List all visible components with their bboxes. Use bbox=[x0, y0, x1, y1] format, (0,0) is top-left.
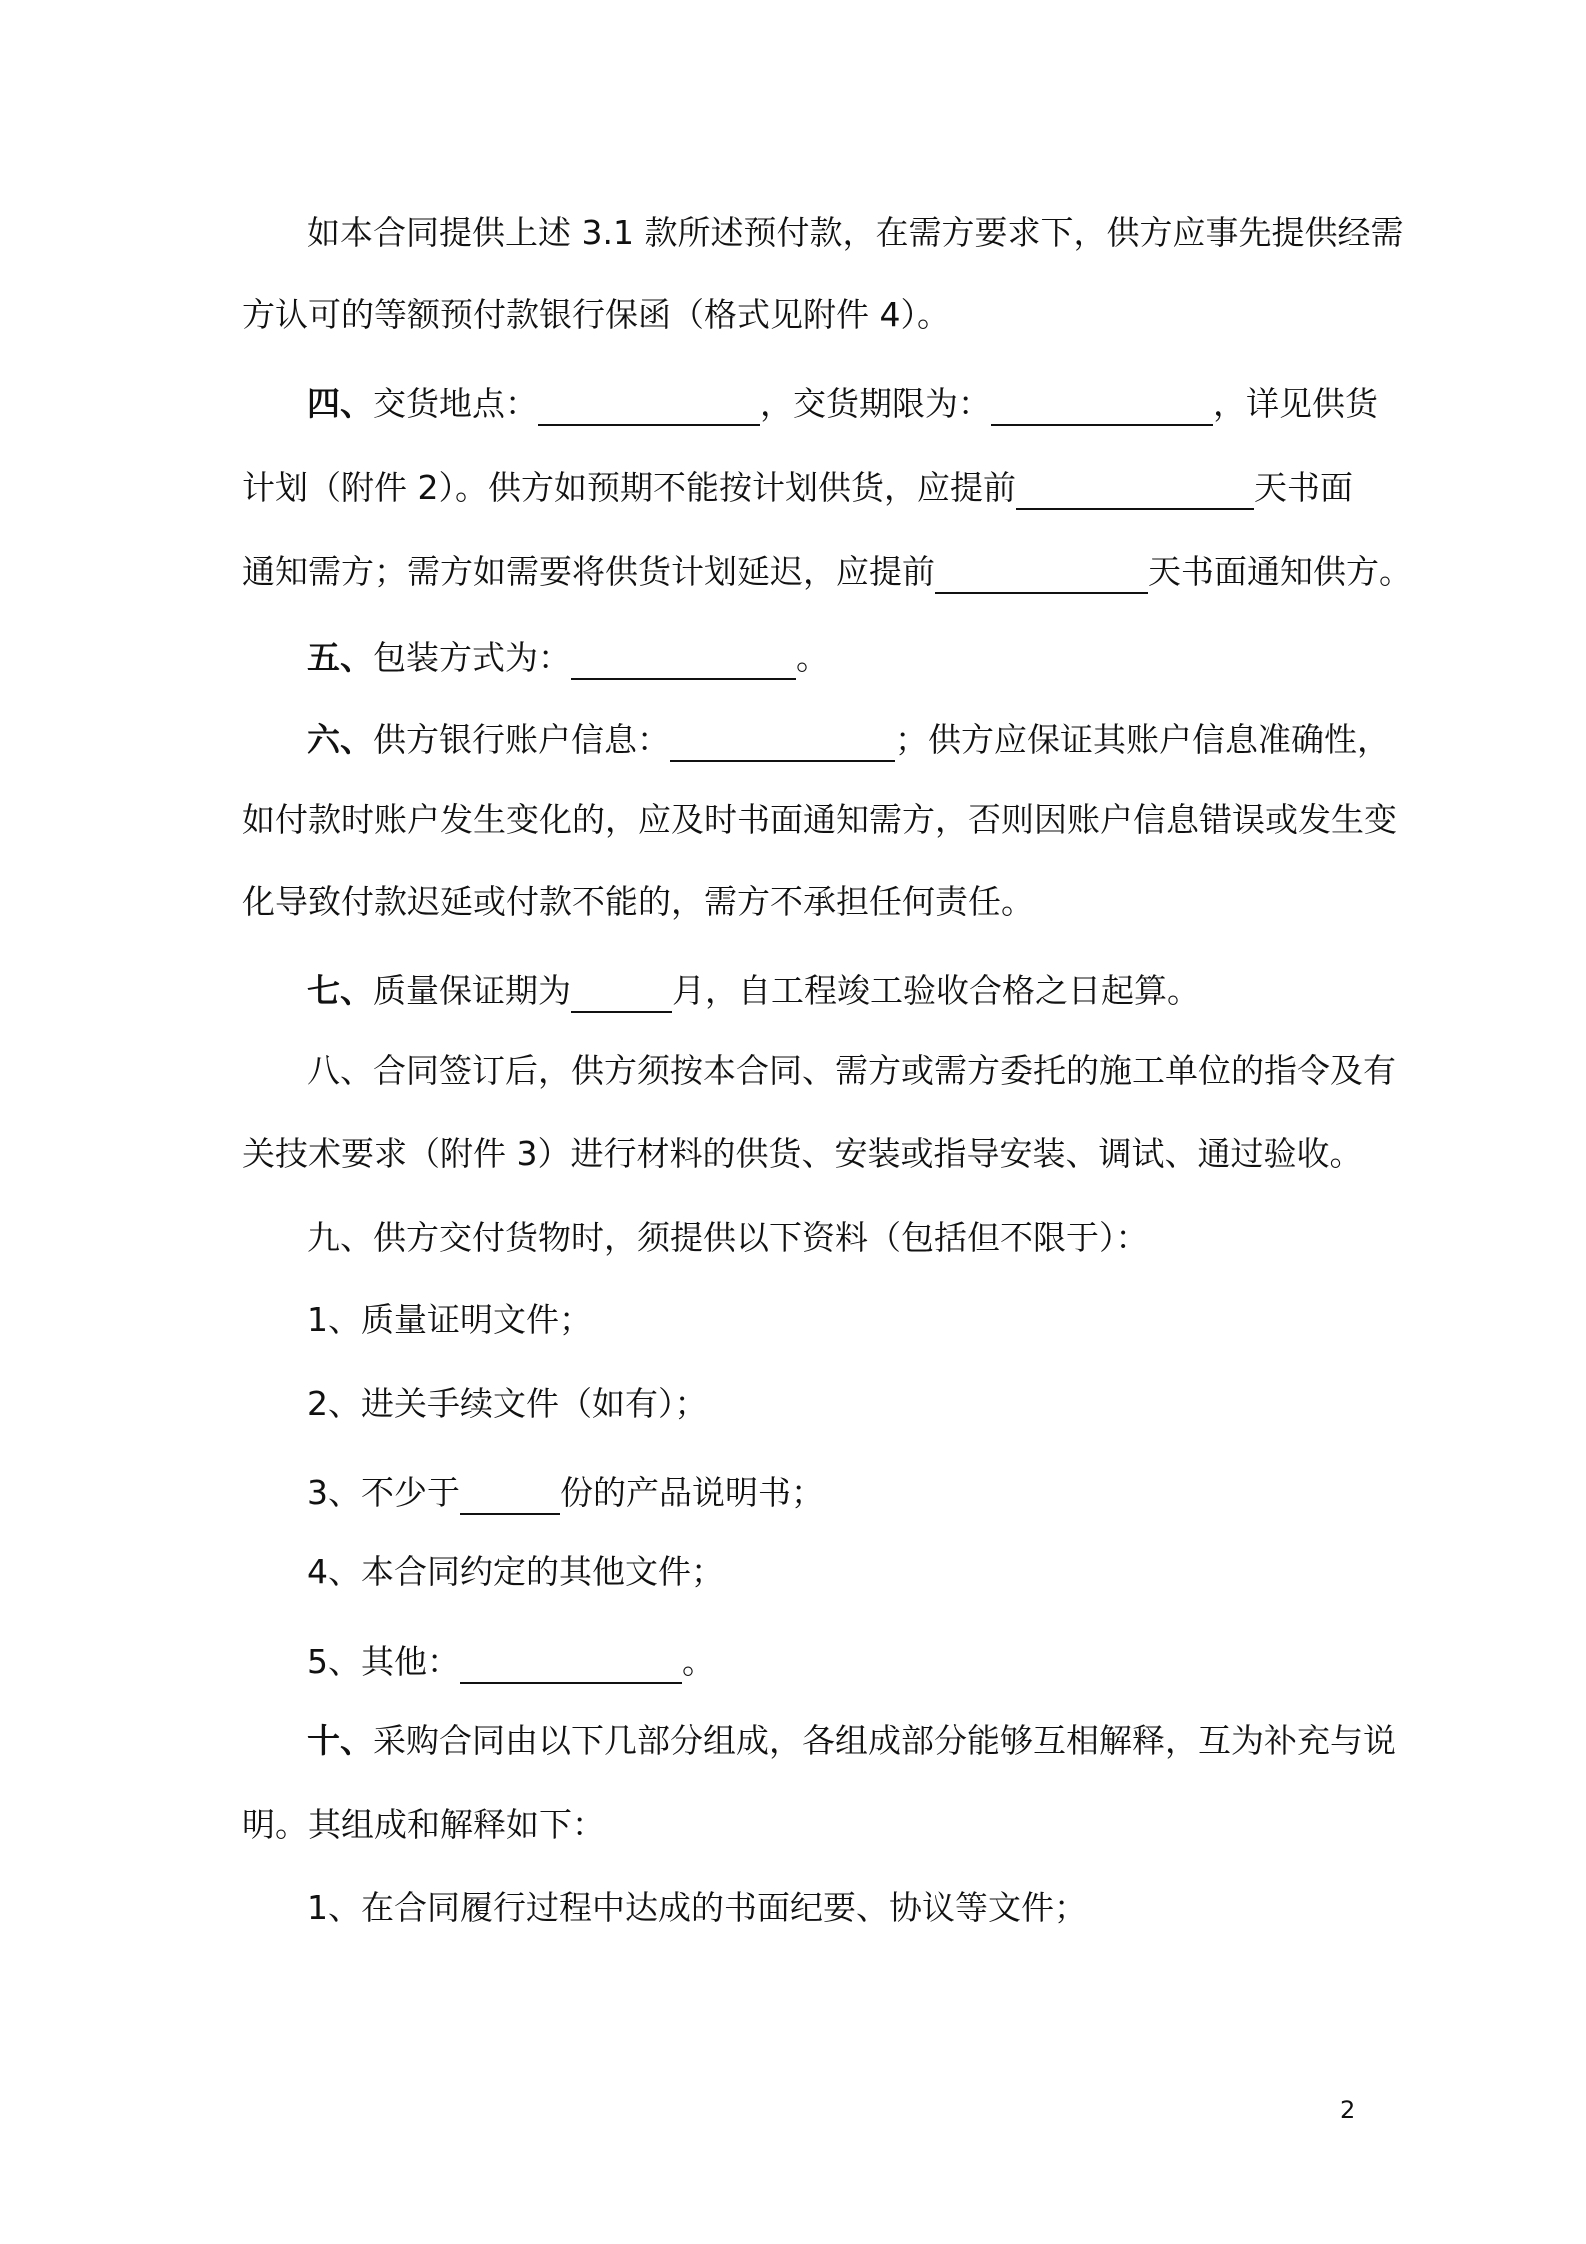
text-line bbox=[242, 293, 1356, 337]
text-line bbox=[307, 382, 1378, 426]
page-number: 2 bbox=[1340, 2096, 1356, 2124]
text-segment: 。 bbox=[796, 638, 829, 677]
text-segment: 5、其他： bbox=[307, 1642, 460, 1681]
text-segment: ，交货期限为： bbox=[760, 384, 991, 423]
text-segment: 如付款时账户发生变化的，应及时书面通知需方，否则因账户信息错误或发生变 bbox=[242, 800, 1397, 839]
text-segment: 2、进关手续文件（如有）； bbox=[307, 1384, 708, 1423]
section-number: 五、 bbox=[307, 638, 373, 677]
text-line bbox=[307, 636, 1356, 680]
text-line bbox=[307, 718, 1390, 762]
text-segment: 化导致付款迟延或付款不能的，需方不承担任何责任。 bbox=[242, 882, 1034, 921]
text-segment: 九、供方交付货物时，须提供以下资料（包括但不限于）： bbox=[307, 1218, 1149, 1257]
text-line bbox=[242, 550, 1412, 594]
text-segment: 通知需方；需方如需要将供货计划延迟，应提前 bbox=[242, 552, 935, 591]
fill-in-blank bbox=[571, 971, 672, 1013]
text-line bbox=[242, 880, 1356, 924]
text-segment: 供方银行账户信息： bbox=[373, 720, 670, 759]
text-line bbox=[307, 211, 1404, 255]
text-line bbox=[307, 1719, 1396, 1763]
text-segment: 八、合同签订后，供方须按本合同、需方或需方委托的施工单位的指令及有 bbox=[307, 1051, 1396, 1090]
text-line bbox=[307, 969, 1356, 1013]
text-segment: 3、不少于 bbox=[307, 1473, 460, 1512]
section-number: 六、 bbox=[307, 720, 373, 759]
fill-in-blank bbox=[460, 1473, 560, 1515]
section-number: 十、 bbox=[307, 1721, 373, 1760]
text-segment: 月，自工程竣工验收合格之日起算。 bbox=[672, 971, 1200, 1010]
text-segment: 1、质量证明文件； bbox=[307, 1300, 592, 1339]
text-segment: 计划（附件 2）。供方如预期不能按计划供货，应提前 bbox=[242, 468, 1016, 507]
text-line bbox=[307, 1298, 1356, 1342]
text-segment: 。 bbox=[682, 1642, 715, 1681]
text-line bbox=[307, 1640, 1356, 1684]
text-line bbox=[307, 1382, 1356, 1426]
section-number: 七、 bbox=[307, 971, 373, 1010]
text-line bbox=[242, 466, 1356, 510]
fill-in-blank bbox=[935, 552, 1148, 594]
text-line bbox=[307, 1550, 1356, 1594]
text-line bbox=[307, 1049, 1396, 1093]
fill-in-blank bbox=[670, 720, 895, 762]
fill-in-blank bbox=[991, 384, 1213, 426]
text-line bbox=[307, 1886, 1356, 1930]
fill-in-blank bbox=[538, 384, 760, 426]
text-segment: 关技术要求（附件 3）进行材料的供货、安装或指导安装、调试、通过验收。 bbox=[242, 1134, 1363, 1173]
text-segment: 采购合同由以下几部分组成，各组成部分能够互相解释，互为补充与说 bbox=[373, 1721, 1396, 1760]
section-number: 四、 bbox=[307, 384, 373, 423]
text-segment: 4、本合同约定的其他文件； bbox=[307, 1552, 724, 1591]
text-line bbox=[242, 798, 1397, 842]
text-segment: 交货地点： bbox=[373, 384, 538, 423]
text-segment: 份的产品说明书； bbox=[560, 1473, 824, 1512]
text-segment: 明。其组成和解释如下： bbox=[242, 1805, 605, 1844]
fill-in-blank bbox=[571, 638, 796, 680]
text-segment: 1、在合同履行过程中达成的书面纪要、协议等文件； bbox=[307, 1888, 1087, 1927]
text-segment: 方认可的等额预付款银行保函（格式见附件 4）。 bbox=[242, 295, 950, 334]
text-segment: 质量保证期为 bbox=[373, 971, 571, 1010]
text-segment: 包装方式为： bbox=[373, 638, 571, 677]
text-segment: ，详见供货 bbox=[1213, 384, 1378, 423]
text-line bbox=[242, 1803, 1356, 1847]
text-segment: 天书面通知供方。 bbox=[1148, 552, 1412, 591]
text-line bbox=[242, 1132, 1363, 1176]
text-segment: ；供方应保证其账户信息准确性， bbox=[895, 720, 1390, 759]
text-line bbox=[307, 1471, 1356, 1515]
text-line bbox=[307, 1216, 1356, 1260]
text-segment: 天书面 bbox=[1254, 468, 1353, 507]
fill-in-blank bbox=[460, 1642, 682, 1684]
text-segment: 如本合同提供上述 3.1 款所述预付款，在需方要求下，供方应事先提供经需 bbox=[307, 213, 1404, 252]
fill-in-blank bbox=[1016, 468, 1254, 510]
